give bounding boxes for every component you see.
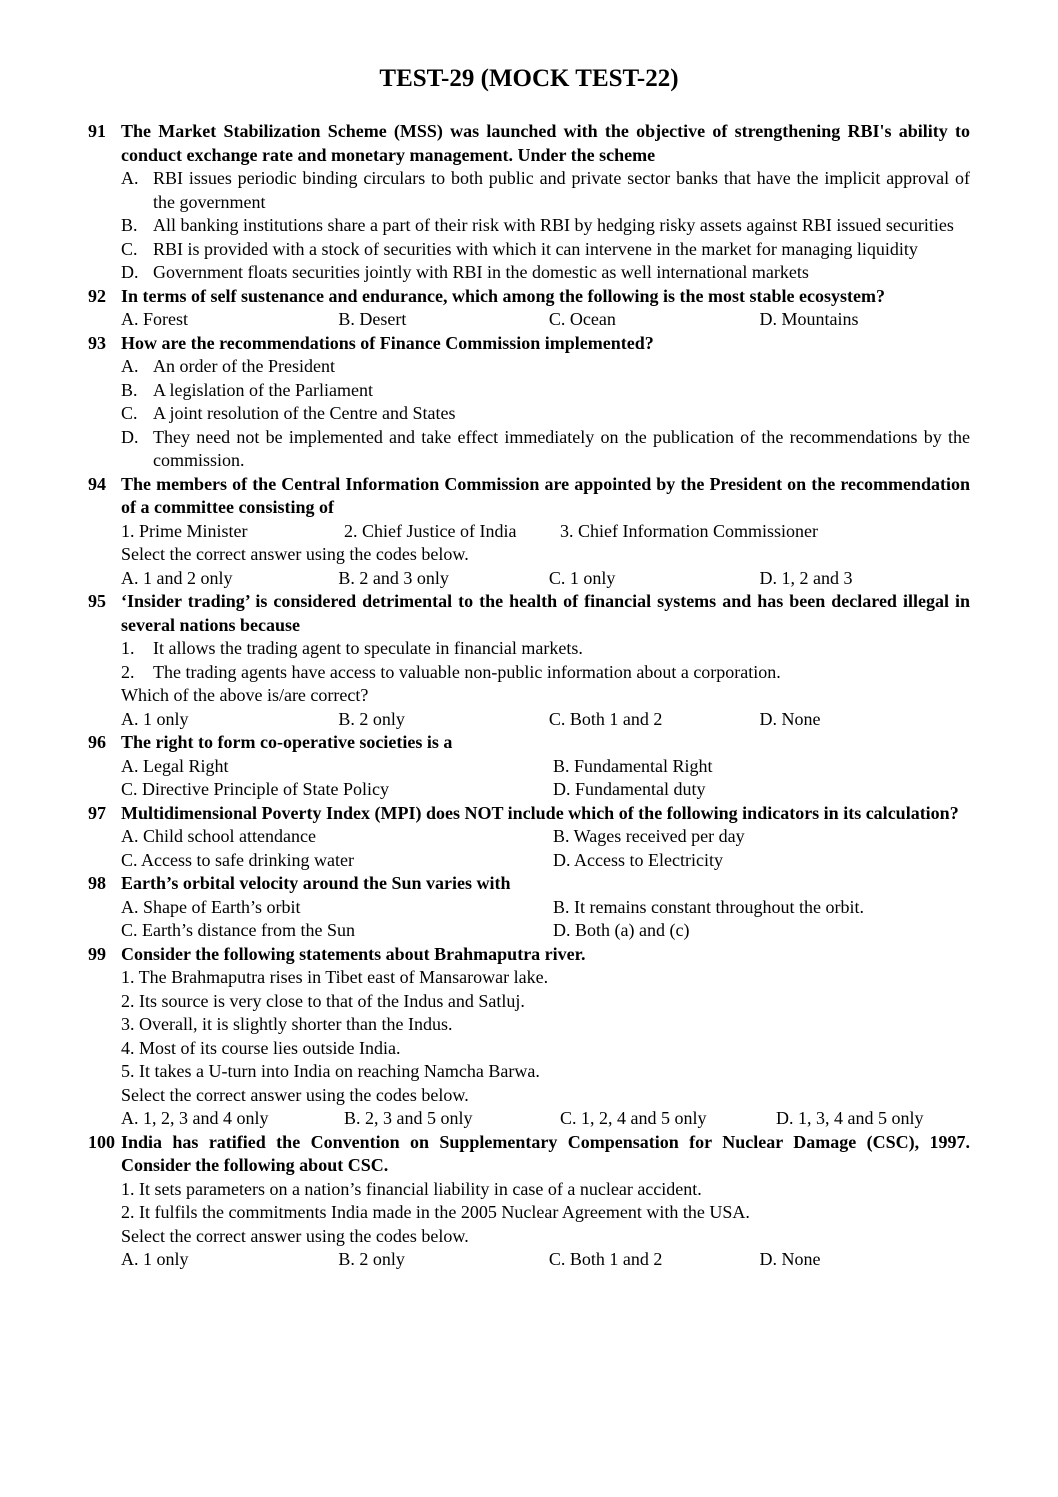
question-number: 94	[88, 473, 106, 494]
question-number: 98	[88, 873, 106, 893]
statement-4: 4. Most of its course lies outside India.	[121, 1037, 401, 1058]
option-text: A joint resolution of the Centre and States	[153, 403, 456, 423]
option-d: D. Fundamental duty	[553, 779, 706, 799]
item-3: 3. Chief Information Commissioner	[560, 520, 818, 541]
question-97	[88, 802, 970, 873]
question-text: Earth’s orbital velocity around the Sun varies with	[121, 873, 511, 893]
option-c	[121, 238, 970, 262]
option-c: C. 1 only	[548, 567, 616, 588]
question-95	[88, 590, 970, 731]
question-number: 95	[88, 591, 106, 611]
question-99	[88, 943, 970, 1131]
question-text: Consider the following statements about Brahmaputra river.	[121, 943, 586, 964]
option-a	[121, 355, 970, 379]
instruction: Select the correct answer using the codes below.	[121, 544, 469, 564]
options-row	[121, 708, 970, 732]
question-92	[88, 285, 970, 332]
options-row	[121, 308, 970, 332]
option-a: A. 1 only	[121, 708, 189, 729]
option-b	[121, 214, 970, 238]
option-d: D. None	[759, 708, 821, 729]
question-number: 96	[88, 732, 106, 752]
option-text: They need not be implemented and take effect immediately on the publication of the recommendations by the commission.	[153, 426, 970, 470]
page-title: TEST-29 (MOCK TEST-22)	[379, 65, 679, 92]
question-number: 99	[88, 943, 106, 964]
option-text: RBI is provided with a stock of securities with which it can intervene in the market for managing liquidity	[153, 238, 918, 259]
option-b: B. Desert	[338, 309, 407, 329]
question-98	[88, 872, 970, 943]
statement-3: 3. Overall, it is slightly shorter than the Indus.	[121, 1014, 453, 1034]
option-label: B.	[121, 215, 138, 235]
option-c: C. Both 1 and 2	[548, 1249, 663, 1269]
option-c: C. 1, 2, 4 and 5 only	[560, 1108, 707, 1128]
question-text: The Market Stabilization Scheme (MSS) was launched with the objective of strengthening RBI's ability to conduct exchange rate and monetary management. Under the scheme	[121, 121, 970, 165]
question-text: How are the recommendations of Finance Commission implemented?	[121, 332, 654, 353]
options-row	[121, 825, 970, 849]
statement-2	[121, 661, 970, 685]
question-93	[88, 332, 970, 473]
option-d: D. None	[759, 1249, 821, 1269]
instruction: Select the correct answer using the codes below.	[121, 1084, 469, 1105]
option-b: B. It remains constant throughout the orbit.	[553, 896, 864, 917]
statement-2: 2. Its source is very close to that of the Indus and Satluj.	[121, 990, 525, 1011]
instruction: Which of the above is/are correct?	[121, 685, 369, 705]
question-96	[88, 731, 970, 802]
question-text: The right to form co-operative societies is a	[121, 732, 453, 752]
option-d: D. 1, 2 and 3	[759, 567, 853, 588]
option-c: C. Directive Principle of State Policy	[121, 779, 389, 799]
question-list	[88, 120, 970, 1272]
question-number: 100	[88, 1131, 115, 1152]
question-number: 97	[88, 802, 106, 823]
statement-2: 2. It fulfils the commitments India made in the 2005 Nuclear Agreement with the USA.	[121, 1202, 750, 1222]
question-text: In terms of self sustenance and endurance, which among the following is the most stable ecosystem?	[121, 285, 885, 306]
options-row	[121, 567, 970, 591]
option-a: A. Child school attendance	[121, 826, 316, 846]
statement-1: 1. The Brahmaputra rises in Tibet east of Mansarowar lake.	[121, 967, 549, 987]
statement-text: The trading agents have access to valuable non-public information about a corporation.	[153, 661, 781, 682]
option-b: B. 2 only	[338, 1249, 405, 1269]
option-c: C. Both 1 and 2	[548, 708, 663, 729]
item-2: 2. Chief Justice of India	[344, 520, 517, 541]
option-a: A. Forest	[121, 309, 188, 329]
option-text: Government floats securities jointly with RBI in the domestic as well international markets	[153, 262, 809, 282]
option-text: An order of the President	[153, 356, 335, 376]
option-b: B. 2, 3 and 5 only	[344, 1108, 473, 1128]
option-c: C. Earth’s distance from the Sun	[121, 920, 355, 940]
question-text: ‘Insider trading’ is considered detrimental to the health of financial systems and has been declared illegal in several nations because	[121, 591, 970, 635]
statement-1	[121, 637, 970, 661]
statement-1: 1. It sets parameters on a nation’s financial liability in case of a nuclear accident.	[121, 1178, 702, 1199]
item-1: 1. Prime Minister	[121, 520, 248, 541]
statement-text: It allows the trading agent to speculate in financial markets.	[153, 638, 583, 658]
option-c	[121, 402, 970, 426]
option-a: A. 1 and 2 only	[121, 567, 233, 588]
options-row	[121, 778, 970, 802]
question-94	[88, 473, 970, 591]
question-number: 91	[88, 121, 106, 141]
options-row	[121, 755, 970, 779]
option-a: A. Shape of Earth’s orbit	[121, 896, 301, 917]
option-b: B. 2 and 3 only	[338, 567, 449, 588]
option-c: C. Access to safe drinking water	[121, 849, 354, 870]
question-text: The members of the Central Information Commission are appointed by the President on the recommendation of a committee consisting of	[121, 473, 970, 517]
question-text: Multidimensional Poverty Index (MPI) does NOT include which of the following indicators in its calculation?	[121, 802, 959, 823]
options-row	[121, 896, 970, 920]
option-label: D.	[121, 262, 139, 282]
option-label: A.	[121, 356, 139, 376]
option-d	[121, 261, 970, 285]
options-row	[121, 919, 970, 943]
option-b: B. Fundamental Right	[553, 755, 713, 776]
question-number: 92	[88, 285, 106, 306]
option-a: A. Legal Right	[121, 755, 229, 776]
option-b: B. 2 only	[338, 708, 405, 729]
instruction: Select the correct answer using the codes below.	[121, 1225, 469, 1246]
options-row	[121, 1248, 970, 1272]
statement-label: 2.	[121, 661, 135, 682]
option-d	[121, 426, 970, 473]
option-a: A. 1, 2, 3 and 4 only	[121, 1108, 269, 1128]
question-91	[88, 120, 970, 285]
option-label: B.	[121, 379, 138, 400]
option-a	[121, 167, 970, 214]
option-label: C.	[121, 403, 138, 423]
option-d: D. Mountains	[759, 309, 859, 329]
question-100	[88, 1131, 970, 1272]
statement-5: 5. It takes a U-turn into India on reaching Namcha Barwa.	[121, 1061, 540, 1081]
option-d: D. Access to Electricity	[553, 849, 723, 870]
option-d: D. 1, 3, 4 and 5 only	[776, 1108, 924, 1128]
option-c: C. Ocean	[548, 309, 616, 329]
question-text: India has ratified the Convention on Supplementary Compensation for Nuclear Damage (CSC), 1997. Consider the following about CSC.	[121, 1131, 970, 1175]
question-number: 93	[88, 332, 106, 353]
option-d: D. Both (a) and (c)	[553, 920, 690, 940]
items-row	[121, 520, 970, 544]
option-text: RBI issues periodic binding circulars to both public and private sector banks that have the implicit approval of the government	[153, 168, 970, 212]
options-row	[121, 1107, 970, 1131]
option-b: B. Wages received per day	[553, 826, 745, 846]
option-a: A. 1 only	[121, 1249, 189, 1269]
option-text: All banking institutions share a part of their risk with RBI by hedging risky assets against RBI issued securities	[153, 215, 954, 235]
option-b	[121, 379, 970, 403]
option-label: D.	[121, 426, 139, 447]
options-row	[121, 849, 970, 873]
option-text: A legislation of the Parliament	[153, 379, 373, 400]
option-label: C.	[121, 238, 138, 259]
option-label: A.	[121, 168, 139, 188]
statement-label: 1.	[121, 638, 135, 658]
